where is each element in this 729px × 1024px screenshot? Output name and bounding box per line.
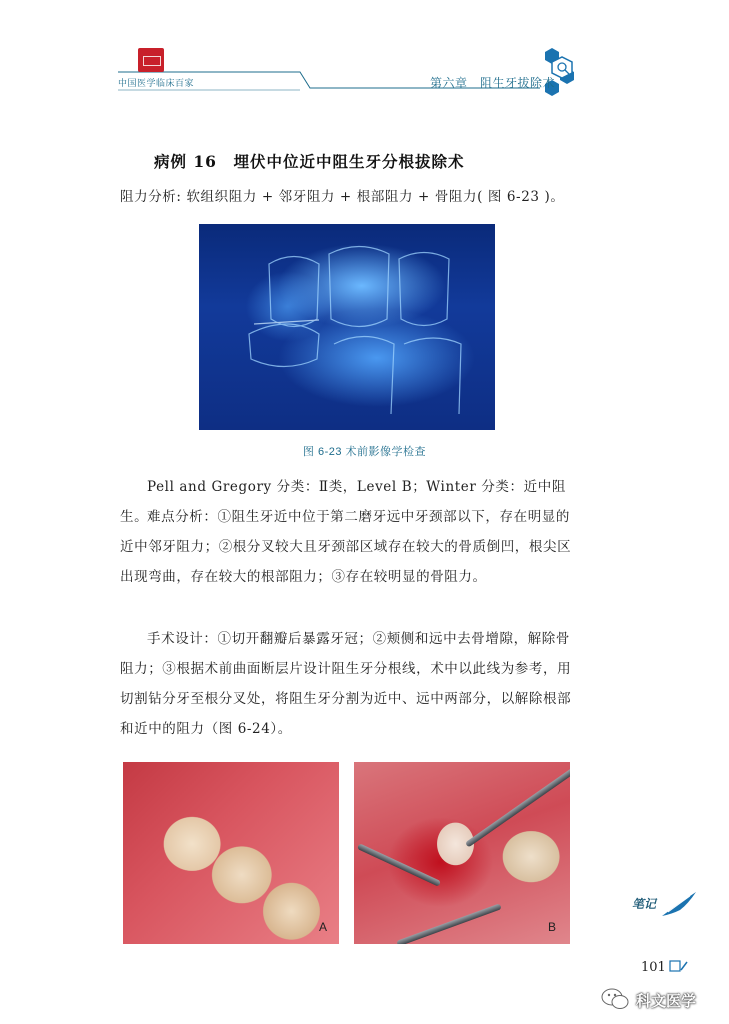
page-header	[0, 0, 729, 110]
clinical-photo-b	[354, 762, 570, 944]
notes-small-icon	[669, 958, 689, 974]
brand-name: 中国医学临床百家	[118, 78, 195, 88]
clinical-photo-a	[123, 762, 339, 944]
resistance-analysis: 阻力分析: 软组织阻力 + 邻牙阻力 + 根部阻力 + 骨阻力( 图 6-23 )。	[120, 189, 565, 205]
chapter-title: 第六章 阻生牙拔除术	[430, 76, 556, 90]
photo-a-label: A	[319, 920, 328, 934]
header-decoration	[0, 0, 729, 110]
watermark-text: 科文医学	[636, 993, 697, 1010]
case-title: 病例 16 埋伏中位近中阻生牙分根拔除术	[154, 152, 465, 171]
figure-6-23-caption: 图 6-23 术前影像学检查	[302, 446, 427, 458]
notes-label: 笔记	[632, 897, 657, 911]
suction-instrument	[396, 903, 501, 944]
surgical-design: 手术设计：①切开翻瓣后暴露牙冠；②颊侧和远中去骨增隙，解除骨阻力；③根据术前曲面断层片设计阻生牙分根线，术中以此线为参考，用切割钻分牙至根分叉处，将阻生牙分割为近中、远中两部分，以解除根部和近中的阻力（图 6-24）。	[120, 631, 572, 737]
page-number: 101	[641, 960, 666, 975]
wechat-icon	[600, 986, 630, 1012]
surgical-instrument	[465, 762, 570, 847]
retractor-instrument	[357, 843, 441, 886]
publisher-logo	[138, 48, 164, 72]
xray-image	[199, 224, 495, 430]
classification-text: Pell and Gregory 分类：Ⅱ类，Level B；Winter 分类：近中阻生。	[120, 479, 566, 525]
xray-teeth-sketch	[199, 224, 495, 430]
difficulty-analysis: 难点分析：①阻生牙近中位于第二磨牙远中牙颈部以下，存在明显的近中邻牙阻力；②根分叉较大且牙颈部区域存在较大的骨质倒凹，根尖区出现弯曲，存在较大的根部阻力；③存在较明显的骨阻力。	[120, 509, 572, 585]
photo-b-label: B	[548, 920, 557, 934]
quill-pen-icon	[660, 890, 700, 920]
